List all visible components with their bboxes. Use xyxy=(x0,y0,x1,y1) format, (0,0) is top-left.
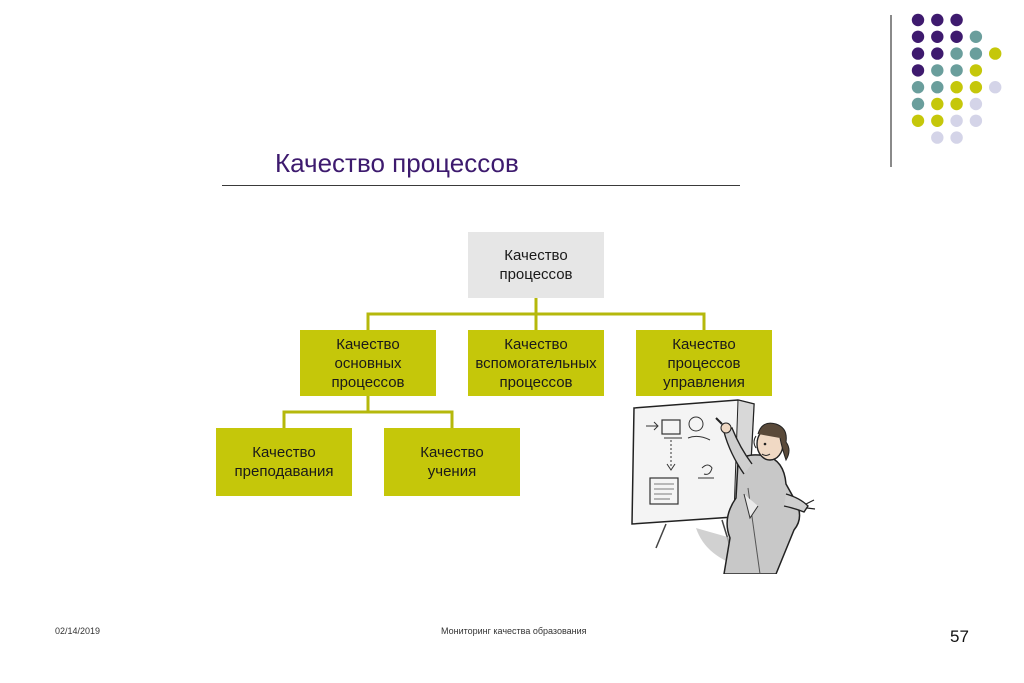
decorative-dot xyxy=(912,31,924,43)
decorative-dot xyxy=(912,47,924,59)
node-process-quality: Качество процессов xyxy=(468,232,604,298)
decorative-dot xyxy=(989,81,1001,93)
decorative-dot xyxy=(970,64,982,76)
decorative-dot xyxy=(931,14,943,26)
title-underline xyxy=(222,185,740,186)
decorative-dot xyxy=(912,14,924,26)
decorative-dot xyxy=(950,98,962,110)
decorative-dot xyxy=(931,64,943,76)
decorative-dot xyxy=(950,14,962,26)
decorative-dot xyxy=(950,47,962,59)
node-support-processes: Качество вспомогательных процессов xyxy=(468,330,604,396)
decorative-dot xyxy=(912,81,924,93)
decorative-dot xyxy=(989,47,1001,59)
page-number: 57 xyxy=(950,627,969,646)
slide-title: Качество процессов xyxy=(275,148,519,178)
decorative-dot xyxy=(970,47,982,59)
decorative-dot xyxy=(931,47,943,59)
decorative-dot xyxy=(912,64,924,76)
decorative-dot xyxy=(931,131,943,143)
presenter-illustration xyxy=(626,398,816,574)
decorative-dot xyxy=(950,115,962,127)
node-management-processes: Качество процессов управления xyxy=(636,330,772,396)
decorative-dot xyxy=(950,64,962,76)
decorative-dot xyxy=(931,31,943,43)
decorative-dot xyxy=(970,98,982,110)
decorative-dot xyxy=(970,115,982,127)
decorative-dot xyxy=(950,131,962,143)
decorative-dot xyxy=(970,31,982,43)
node-teaching-quality: Качество преподавания xyxy=(216,428,352,496)
footer-caption: Мониторинг качества образования xyxy=(441,626,587,636)
decorative-dot xyxy=(931,81,943,93)
decorative-dot xyxy=(931,115,943,127)
header-vertical-rule xyxy=(890,15,892,167)
decorative-dot xyxy=(950,81,962,93)
decorative-dot xyxy=(912,98,924,110)
node-learning-quality: Качество учения xyxy=(384,428,520,496)
decorative-dot xyxy=(912,115,924,127)
decorative-dot-grid xyxy=(900,8,1020,158)
footer-date: 02/14/2019 xyxy=(55,626,101,636)
decorative-dot xyxy=(931,98,943,110)
decorative-dot xyxy=(950,31,962,43)
decorative-dot xyxy=(970,81,982,93)
node-main-processes: Качество основных процессов xyxy=(300,330,436,396)
